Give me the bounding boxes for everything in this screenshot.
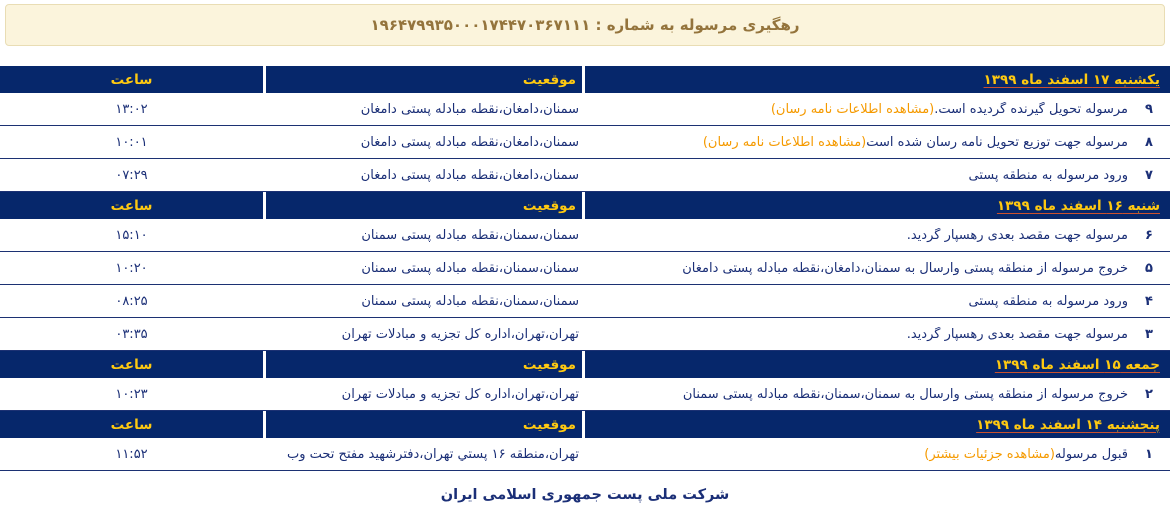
row-time: ۱۱:۵۲ bbox=[115, 446, 148, 462]
status-text: ورود مرسوله به منطقه پستی bbox=[968, 293, 1128, 309]
row-description bbox=[585, 294, 1128, 309]
section-rows bbox=[0, 378, 1170, 411]
tracking-row bbox=[0, 438, 1170, 471]
tracking-day-section bbox=[0, 411, 1170, 471]
row-time: ۰۸:۲۵ bbox=[115, 293, 148, 309]
tracking-row bbox=[0, 159, 1170, 192]
row-location: سمنان،سمنان،نقطه مبادله پستی سمنان bbox=[361, 293, 579, 309]
row-description bbox=[585, 261, 1128, 276]
row-time: ۰۳:۳۵ bbox=[115, 326, 148, 342]
tracking-row bbox=[0, 126, 1170, 159]
row-location: سمنان،سمنان،نقطه مبادله پستی سمنان bbox=[361, 260, 579, 276]
tracking-row bbox=[0, 378, 1170, 411]
section-header-row bbox=[0, 66, 1170, 93]
status-text: مرسوله جهت مقصد بعدی رهسپار گردید. bbox=[906, 326, 1128, 342]
row-location: سمنان،دامغان،نقطه مبادله پستی دامغان bbox=[360, 167, 579, 183]
tracking-row bbox=[0, 252, 1170, 285]
time-column-header: ساعت bbox=[110, 356, 153, 373]
row-number: ۶ bbox=[1145, 227, 1153, 243]
location-column-header: موقعیت bbox=[263, 411, 585, 438]
time-column-header: ساعت bbox=[110, 416, 153, 433]
row-description bbox=[585, 168, 1128, 183]
row-description bbox=[585, 327, 1128, 342]
section-rows bbox=[0, 438, 1170, 471]
details-link[interactable]: (مشاهده جزئیات بیشتر) bbox=[924, 446, 1055, 462]
section-date-text[interactable]: شنبه ۱۶ اسفند ماه ۱۳۹۹ bbox=[996, 197, 1160, 214]
time-column-header: ساعت bbox=[110, 197, 153, 214]
row-location: تهران،تهران،اداره کل تجزیه و مبادلات تهران bbox=[341, 386, 579, 402]
row-number: ۲ bbox=[1145, 386, 1153, 402]
row-time: ۰۷:۲۹ bbox=[115, 167, 148, 183]
details-link[interactable]: (مشاهده اطلاعات نامه رسان) bbox=[702, 134, 867, 150]
row-location: سمنان،سمنان،نقطه مبادله پستی سمنان bbox=[361, 227, 579, 243]
section-date-link[interactable] bbox=[585, 192, 1170, 219]
tracking-banner bbox=[5, 4, 1165, 46]
status-text: خروج مرسوله از منطقه پستی وارسال به سمنان،دامغان،نقطه مبادله پستی دامغان bbox=[682, 260, 1128, 276]
row-location: تهران،منطقه ۱۶ پستي تهران،دفترشهید مفتح تحت وب bbox=[287, 446, 579, 462]
section-header-row bbox=[0, 351, 1170, 378]
row-location: تهران،تهران،اداره کل تجزیه و مبادلات تهران bbox=[341, 326, 579, 342]
time-column-header: ساعت bbox=[110, 71, 153, 88]
row-time: ۱۰:۰۱ bbox=[115, 134, 148, 150]
row-number: ۷ bbox=[1145, 167, 1153, 183]
status-text: مرسوله جهت توزیع تحویل نامه رسان شده است bbox=[866, 134, 1128, 150]
section-date-text[interactable]: یکشنبه ۱۷ اسفند ماه ۱۳۹۹ bbox=[983, 71, 1160, 88]
section-date-link[interactable] bbox=[585, 66, 1170, 93]
row-number: ۱ bbox=[1145, 446, 1153, 462]
location-column-header: موقعیت bbox=[263, 351, 585, 378]
row-description bbox=[585, 228, 1128, 243]
row-location: سمنان،دامغان،نقطه مبادله پستی دامغان bbox=[360, 134, 579, 150]
status-text: قبول مرسوله bbox=[1054, 446, 1128, 462]
row-time: ۱۵:۱۰ bbox=[115, 227, 148, 243]
row-number: ۴ bbox=[1145, 293, 1153, 309]
tracking-row bbox=[0, 93, 1170, 126]
tracking-day-section bbox=[0, 66, 1170, 192]
location-column-header: موقعیت bbox=[263, 192, 585, 219]
page-title: رهگیری مرسوله به شماره : ۱۹۶۴۷۹۹۳۵۰۰۰۱۷۴۴۷۰۳۶۷۱۱۱ bbox=[370, 16, 800, 34]
footer-company-name: شرکت ملی پست جمهوری اسلامی ایران bbox=[440, 487, 730, 503]
row-number: ۹ bbox=[1145, 101, 1153, 117]
status-text: مرسوله تحویل گیرنده گردیده است. bbox=[934, 101, 1128, 117]
row-time: ۱۰:۲۳ bbox=[115, 386, 148, 402]
section-date-text[interactable]: جمعه ۱۵ اسفند ماه ۱۳۹۹ bbox=[994, 356, 1160, 373]
row-time: ۱۳:۰۲ bbox=[115, 101, 148, 117]
section-date-link[interactable] bbox=[585, 351, 1170, 378]
row-description bbox=[585, 135, 1128, 150]
section-date-text[interactable]: پنجشنبه ۱۴ اسفند ماه ۱۳۹۹ bbox=[976, 416, 1160, 433]
details-link[interactable]: (مشاهده اطلاعات نامه رسان) bbox=[770, 101, 935, 117]
tracking-day-section bbox=[0, 351, 1170, 411]
row-location: سمنان،دامغان،نقطه مبادله پستی دامغان bbox=[360, 101, 579, 117]
row-description bbox=[585, 102, 1128, 117]
status-text: مرسوله جهت مقصد بعدی رهسپار گردید. bbox=[906, 227, 1128, 243]
section-header-row bbox=[0, 411, 1170, 438]
row-number: ۸ bbox=[1145, 134, 1153, 150]
tracking-row bbox=[0, 318, 1170, 351]
row-description bbox=[585, 447, 1128, 462]
section-date-link[interactable] bbox=[585, 411, 1170, 438]
row-number: ۵ bbox=[1145, 260, 1153, 276]
location-column-header: موقعیت bbox=[263, 66, 585, 93]
row-description bbox=[585, 387, 1128, 402]
section-rows bbox=[0, 219, 1170, 351]
tracking-table bbox=[0, 66, 1170, 471]
row-time: ۱۰:۲۰ bbox=[115, 260, 148, 276]
status-text: ورود مرسوله به منطقه پستی bbox=[968, 167, 1128, 183]
section-rows bbox=[0, 93, 1170, 192]
status-text: خروج مرسوله از منطقه پستی وارسال به سمنان،سمنان،نقطه مبادله پستی سمنان bbox=[682, 386, 1128, 402]
tracking-row bbox=[0, 219, 1170, 252]
section-header-row bbox=[0, 192, 1170, 219]
row-number: ۳ bbox=[1145, 326, 1153, 342]
tracking-row bbox=[0, 285, 1170, 318]
tracking-day-section bbox=[0, 192, 1170, 351]
